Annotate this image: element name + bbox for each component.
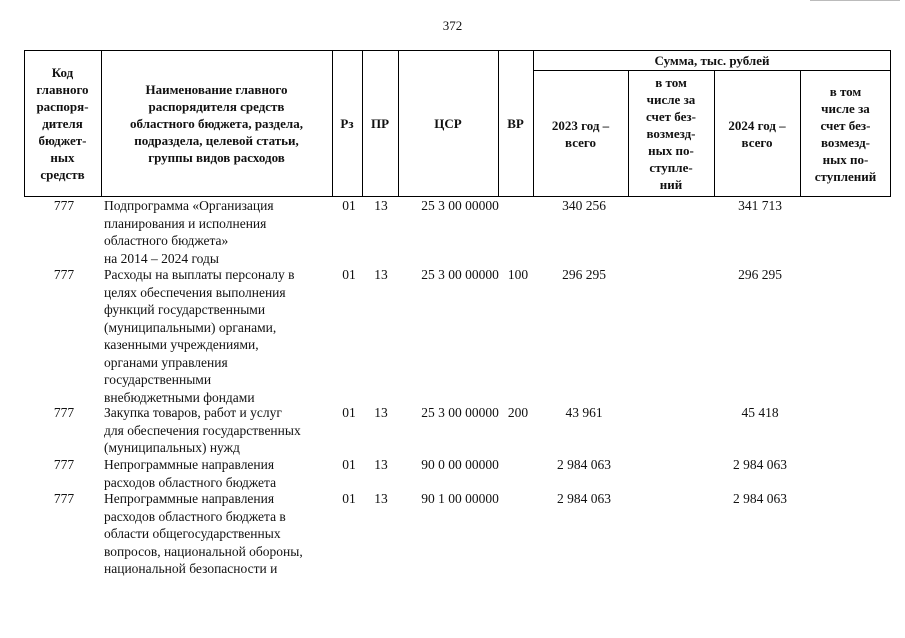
- header-sum-group: Сумма, тыс. рублей: [654, 52, 770, 68]
- header-vr: ВР: [507, 116, 524, 131]
- row-sum-2024: 296 295: [738, 267, 782, 282]
- header-pr: ПР: [370, 116, 390, 131]
- row-csr: 25 3 00 00000: [421, 405, 499, 420]
- row-name: Непрограммные направления расходов областного бюджета в области общегосударственных вопросов, национальной обороны, национальной безопасности и: [104, 491, 303, 576]
- row-sum-2023: 43 961: [565, 405, 603, 420]
- row-pr: 13: [374, 198, 388, 213]
- row-pr: 13: [374, 405, 388, 420]
- row-sum-2023: 296 295: [562, 267, 606, 282]
- row-name: Расходы на выплаты персоналу в целях обеспечения выполнения функций государственными (муниципальными) органами, казенными учреждениями, органами управления государственными внебюджетными фондами: [104, 267, 295, 405]
- row-csr: 25 3 00 00000: [421, 198, 499, 213]
- row-code: 777: [53, 267, 75, 282]
- row-name: Закупка товаров, работ и услуг для обеспечения государственных (муниципальных) нужд: [104, 405, 301, 455]
- row-code: 777: [53, 198, 75, 213]
- row-code: 777: [53, 457, 75, 472]
- row-sum-2024: 2 984 063: [733, 457, 787, 472]
- header-2024-total: 2024 год – всего: [728, 117, 786, 150]
- row-pr: 13: [374, 457, 388, 472]
- header-2024-gratis: в том числе за счет без- возмезд- ных по- ступлений: [814, 83, 877, 184]
- scan-artifact-line: [810, 0, 900, 1]
- row-rz: 01: [342, 405, 356, 420]
- row-name: Подпрограмма «Организация планирования и исполнения областного бюджета» на 2014 – 2024 годы: [104, 198, 274, 266]
- row-code: 777: [53, 405, 75, 420]
- header-csr: ЦСР: [434, 116, 462, 131]
- header-rz: Рз: [340, 116, 354, 131]
- row-sum-2023: 340 256: [562, 198, 606, 213]
- row-csr: 25 3 00 00000: [421, 267, 499, 282]
- row-vr: 100: [507, 267, 529, 282]
- row-sum-2024: 45 418: [741, 405, 779, 420]
- row-code: 777: [53, 491, 75, 506]
- row-sum-2023: 2 984 063: [557, 457, 611, 472]
- row-sum-2024: 341 713: [738, 198, 782, 213]
- row-csr: 90 0 00 00000: [421, 457, 499, 472]
- header-2023-gratis: в том числе за счет без- возмезд- ных по- ступле- ний: [646, 75, 696, 192]
- row-rz: 01: [342, 267, 356, 282]
- header-name: Наименование главного распорядителя средств областного бюджета, раздела, подраздела, целевой статьи, группы видов расходов: [130, 82, 303, 165]
- row-vr: 200: [507, 405, 529, 420]
- header-code: Код главного распоря- дителя бюджет- ных средств: [36, 65, 89, 182]
- row-sum-2024: 2 984 063: [733, 491, 787, 506]
- row-rz: 01: [342, 198, 356, 213]
- page-number: 372: [442, 18, 463, 33]
- row-csr: 90 1 00 00000: [421, 491, 499, 506]
- row-rz: 01: [342, 491, 356, 506]
- row-sum-2023: 2 984 063: [557, 491, 611, 506]
- header-2023-total: 2023 год – всего: [551, 117, 610, 150]
- row-name: Непрограммные направления расходов областного бюджета: [104, 457, 277, 490]
- row-pr: 13: [374, 267, 388, 282]
- row-pr: 13: [374, 491, 388, 506]
- row-rz: 01: [342, 457, 356, 472]
